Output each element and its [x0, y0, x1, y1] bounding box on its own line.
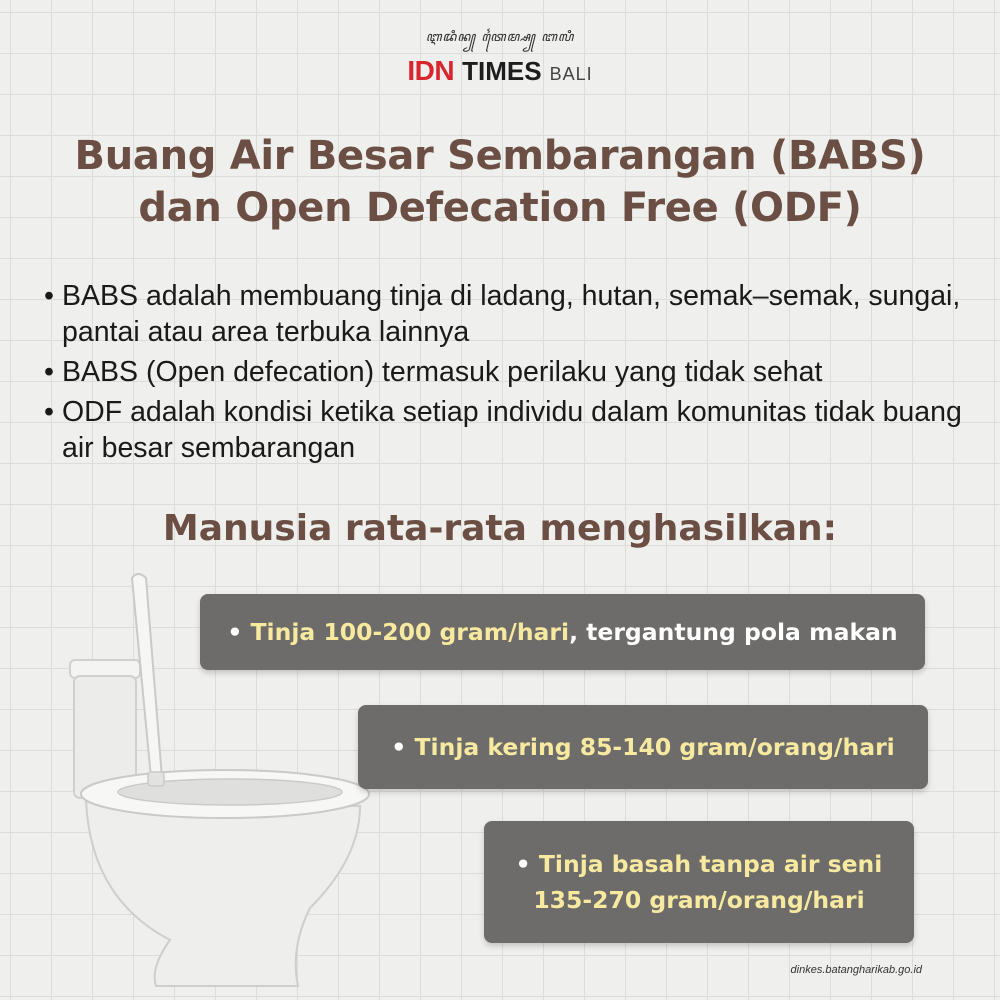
- definition-text: BABS adalah membuang tinja di ladang, hutan, semak–semak, sungai, pantai atau area terbuka lainnya: [62, 280, 961, 348]
- card-bullet: •: [391, 733, 407, 761]
- bullet-dot: •: [44, 396, 54, 428]
- definition-text: ODF adalah kondisi ketika setiap individu dalam komunitas tidak buang air besar sembarangan: [62, 396, 962, 464]
- definition-list: [44, 278, 974, 470]
- definition-item: [44, 394, 974, 466]
- title-line-2: dan Open Defecation Free (ODF): [138, 185, 862, 231]
- bullet-dot: •: [44, 356, 54, 388]
- fact-card-dry-feces: [358, 705, 928, 789]
- card-bullet: •: [227, 618, 243, 646]
- logo-region: BALI: [549, 64, 593, 84]
- publisher-logo: [0, 26, 1000, 87]
- logo-times: TIMES: [462, 56, 542, 86]
- card-highlight: Tinja basah tanpa air seni: [538, 850, 883, 878]
- logo-script-text: ꦆꦢꦶꦤ꧀ ꦠꦻꦩ꧀ꦱ꧀ ꦧꦭꦶ: [425, 30, 575, 45]
- definition-text: BABS (Open defecation) termasuk perilaku yang tidak sehat: [62, 356, 823, 388]
- section-heading: Manusia rata-rata menghasilkan:: [162, 508, 838, 549]
- title-line-1: Buang Air Besar Sembarangan (BABS): [74, 133, 926, 179]
- card-highlight-line-2: 135-270 gram/orang/hari: [533, 886, 865, 914]
- definition-item: [44, 354, 974, 390]
- card-highlight: Tinja 100-200 gram/hari: [250, 618, 570, 646]
- card-highlight: Tinja kering 85-140 gram/orang/hari: [414, 733, 895, 761]
- page-title: [0, 130, 1000, 234]
- fact-card-daily-output: [200, 594, 925, 670]
- definition-item: [44, 278, 974, 350]
- source-credit: dinkes.batangharikab.go.id: [790, 964, 922, 976]
- logo-idn: IDN: [407, 55, 455, 86]
- card-rest: , tergantung pola makan: [569, 618, 898, 646]
- bullet-dot: •: [44, 280, 54, 312]
- card-bullet: •: [515, 850, 531, 878]
- fact-card-wet-feces: [484, 821, 914, 943]
